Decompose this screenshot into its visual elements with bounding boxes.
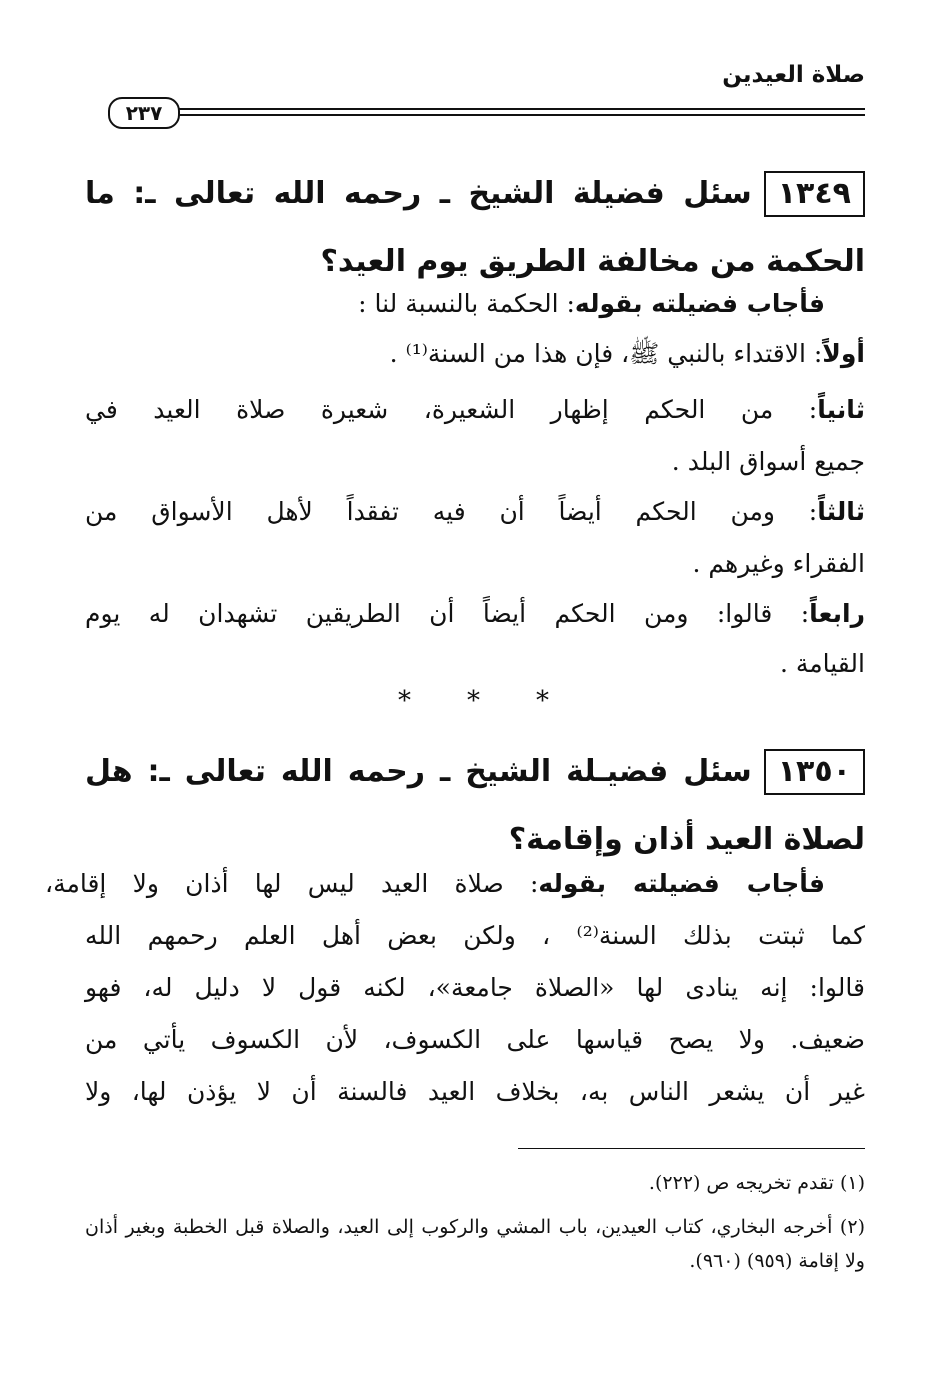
point-text: : ومن الحكم أيضاً أن فيه تفقداً لأهل الأسواق من — [85, 497, 818, 526]
point-label: أولاً — [822, 339, 865, 368]
answer-intro — [45, 276, 865, 332]
point-text: : من الحكم إظهار الشعيرة، شعيرة صلاة العيد في — [85, 395, 818, 424]
answer-line-1 — [45, 856, 865, 912]
answer-line-4: ضعيف. ولا يصح قياسها على الكسوف، لأن الكسوف يأتي من — [85, 1025, 865, 1054]
answer-label: فأجاب فضيلته بقوله — [538, 869, 825, 898]
question-number: ١٣٥٠ — [764, 749, 865, 795]
header-rule — [108, 90, 865, 130]
point-1 — [85, 326, 865, 382]
running-title: صلاة العيدين — [722, 62, 865, 88]
answer-line-2: كما ثبتت بذلك السنة⁽²⁾ ، ولكن بعض أهل العلم رحمهم الله — [85, 921, 865, 950]
answer-line-5: غير أن يشعر الناس به، بخلاف العيد فالسنة أن لا يؤذن لها، ولا — [85, 1077, 865, 1106]
question-text: سئل فضيلة الشيخ ـ رحمه الله تعالى ـ: ما الحكمة من مخالفة الطريق يوم العيد؟ — [85, 176, 865, 279]
asterisk: * — [467, 686, 480, 716]
point-label: ثانياً — [817, 395, 865, 424]
answer-text: : الحكمة بالنسبة لنا : — [358, 289, 575, 318]
footnote-2: (٢) أخرجه البخاري، كتاب العيدين، باب المشي والركوب إلى العيد، والصلاة قبل الخطبة وبغير أذان ولا إقامة (٩٥٩) (٩٦٠). — [85, 1216, 865, 1272]
header-rule-line — [170, 114, 865, 116]
section-separator — [0, 686, 947, 716]
asterisk: * — [536, 686, 549, 716]
answer-text: : صلاة العيد ليس لها أذان ولا إقامة، — [45, 869, 539, 898]
point-2 — [85, 382, 865, 438]
question-number: ١٣٤٩ — [764, 171, 865, 217]
answer-line-3: قالوا: إنه ينادى لها «الصلاة جامعة»، لكنه قول لا دليل له، فهو — [85, 973, 865, 1002]
point-label: رابعاً — [809, 599, 865, 628]
point-3 — [85, 484, 865, 540]
answer-label: فأجاب فضيلته بقوله — [574, 289, 825, 318]
point-3-cont: الفقراء وغيرهم . — [692, 549, 865, 578]
point-text: : الاقتداء بالنبي ﷺ، فإن هذا من السنة⁽¹⁾ . — [389, 339, 823, 368]
footnote-1: (١) تقدم تخريجه ص (٢٢٢). — [648, 1172, 865, 1194]
asterisk: * — [398, 686, 411, 716]
question-text: سئل فضيـلة الشيخ ـ رحمه الله تعالى ـ: هل لصلاة العيد أذان وإقامة؟ — [85, 754, 865, 857]
question-1350 — [85, 738, 865, 874]
header-rule-line — [170, 108, 865, 110]
point-2-cont: جميع أسواق البلد . — [671, 447, 865, 476]
point-label: ثالثاً — [817, 497, 865, 526]
point-4 — [85, 586, 865, 642]
page-number: ٢٣٧ — [108, 97, 180, 129]
point-text: : قالوا: ومن الحكم أيضاً أن الطريقين تشهدان له يوم — [85, 599, 810, 628]
footnote-rule — [518, 1148, 865, 1149]
point-4-cont: القيامة . — [779, 649, 865, 678]
